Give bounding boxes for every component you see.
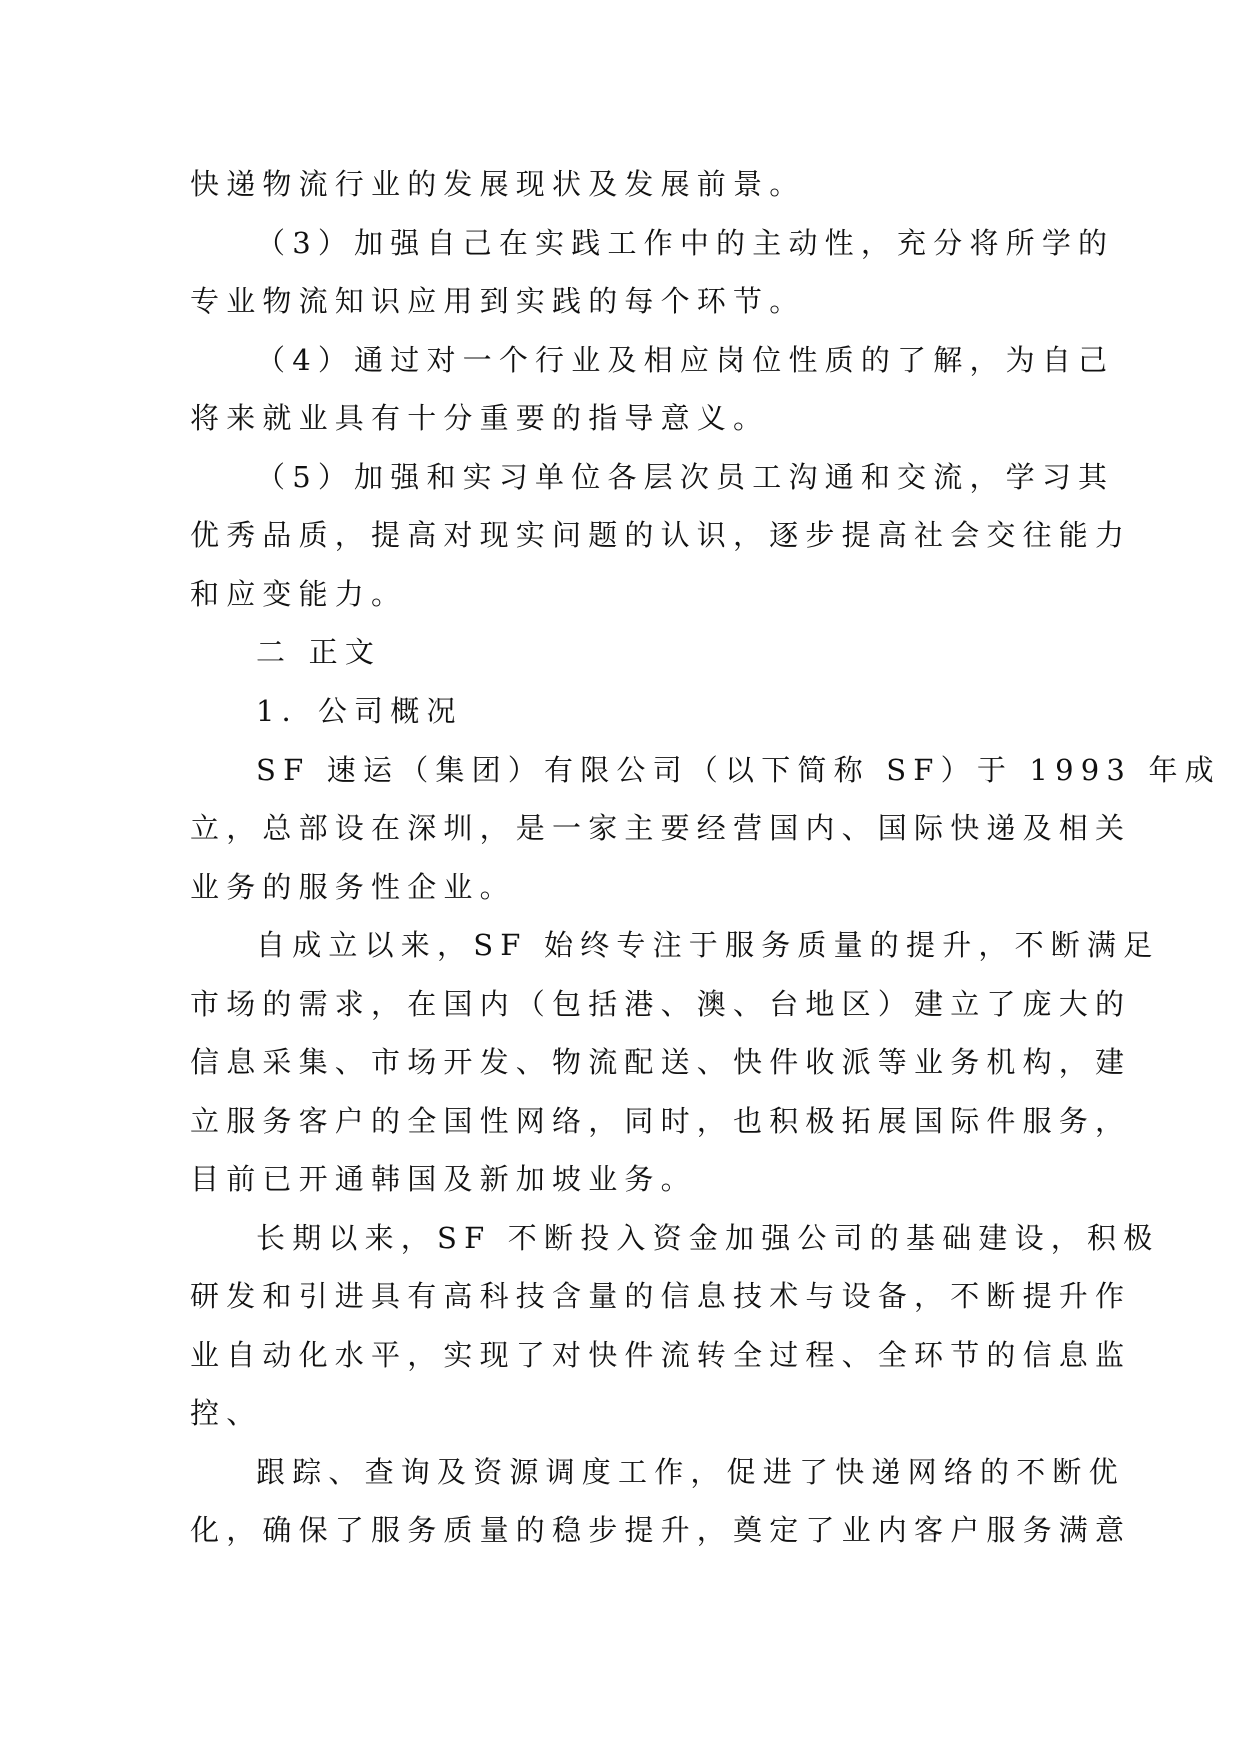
text-line: 快递物流行业的发展现状及发展前景。 [190, 167, 806, 201]
text-line: 控、 [190, 1396, 263, 1430]
text-line: 化，确保了服务质量的稳步提升，奠定了业内客户服务满意 [190, 1513, 1132, 1547]
text-line: 业务的服务性企业。 [190, 870, 516, 904]
text-line: 研发和引进具有高科技含量的信息技术与设备，不断提升作 [190, 1279, 1132, 1313]
section-heading: 二 正文 [256, 635, 382, 669]
text-line: 信息采集、市场开发、物流配送、快件收派等业务机构，建 [190, 1045, 1132, 1079]
text-line: 立，总部设在深圳，是一家主要经营国内、国际快递及相关 [190, 811, 1132, 845]
text-line: 业自动化水平，实现了对快件流转全过程、全环节的信息监 [190, 1338, 1132, 1372]
text-line: SF 速运（集团）有限公司（以下简称 SF）于 1993 年成 [256, 753, 1221, 787]
text-line: （5）加强和实习单位各层次员工沟通和交流，学习其 [256, 460, 1115, 494]
text-line: 自成立以来，SF 始终专注于服务质量的提升，不断满足 [256, 928, 1160, 962]
text-line: 优秀品质，提高对现实问题的认识，逐步提高社会交往能力 [190, 518, 1132, 552]
text-line: （4）通过对一个行业及相应岗位性质的了解，为自己 [256, 343, 1115, 377]
text-line: 立服务客户的全国性网络，同时，也积极拓展国际件服务， [190, 1104, 1132, 1138]
text-line: 目前已开通韩国及新加坡业务。 [190, 1162, 697, 1196]
text-line: （3）加强自己在实践工作中的主动性，充分将所学的 [256, 226, 1115, 260]
text-line: 跟踪、查询及资源调度工作，促进了快递网络的不断优 [256, 1455, 1125, 1489]
text-line: 和应变能力。 [190, 577, 408, 611]
text-line: 将来就业具有十分重要的指导意义。 [190, 401, 770, 435]
subsection-heading: 1．公司概况 [256, 694, 463, 728]
text-line: 专业物流知识应用到实践的每个环节。 [190, 284, 806, 318]
text-line: 长期以来，SF 不断投入资金加强公司的基础建设，积极 [256, 1221, 1160, 1255]
text-line: 市场的需求，在国内（包括港、澳、台地区）建立了庞大的 [190, 987, 1132, 1021]
